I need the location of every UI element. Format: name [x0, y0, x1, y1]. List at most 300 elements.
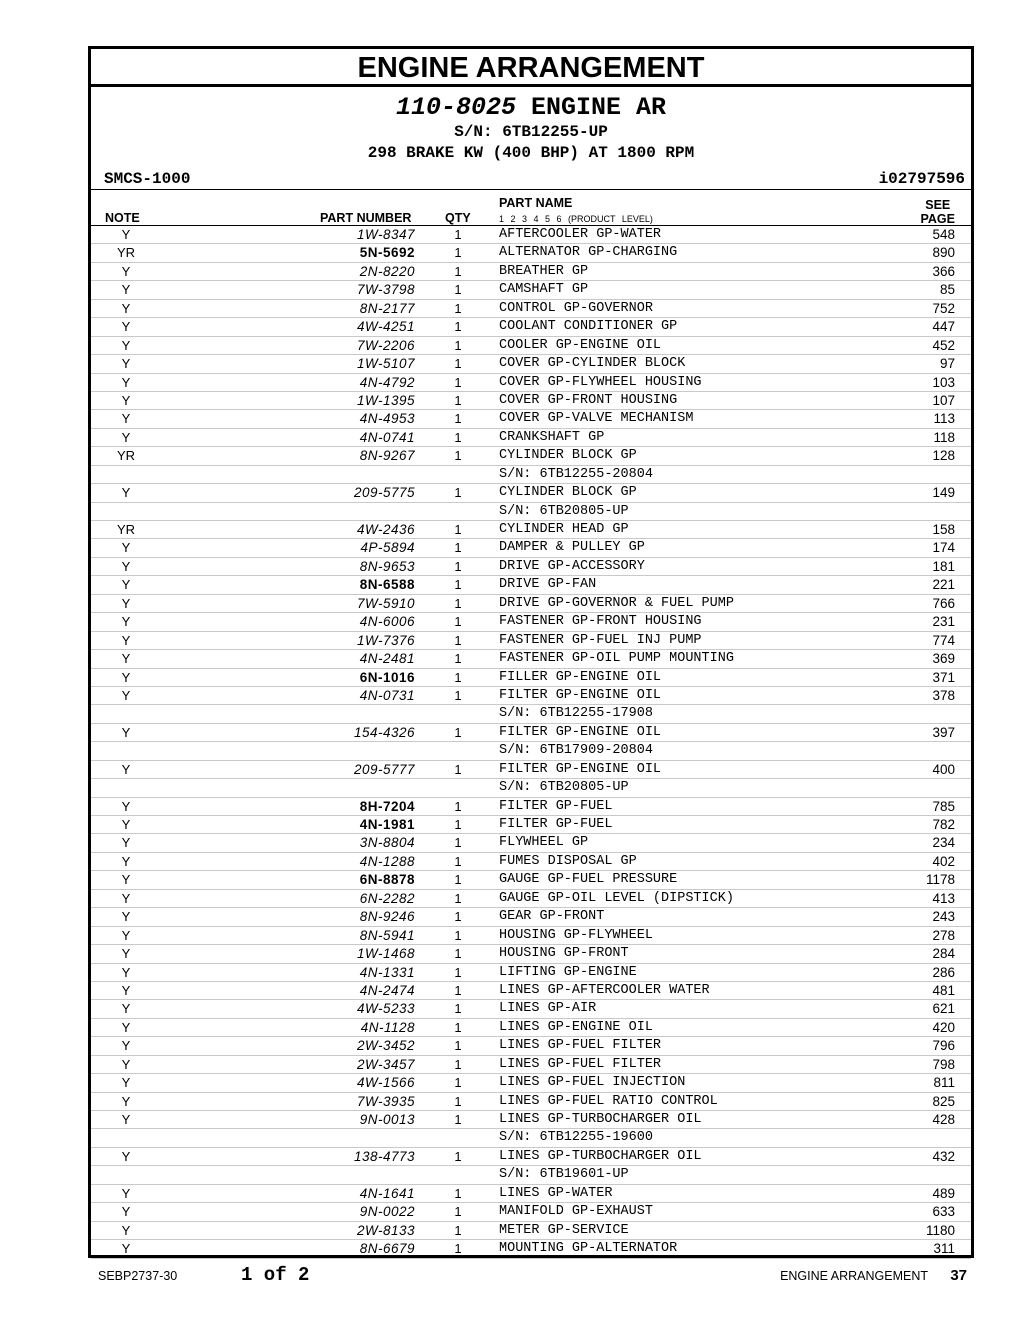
- row-part-name: HOUSING GP-FLYWHEEL: [499, 927, 653, 943]
- table-row: [91, 1093, 971, 1111]
- row-part-name: LINES GP-AIR: [499, 1001, 597, 1017]
- table-row: [91, 1166, 971, 1184]
- row-part-number: 8N-6679: [359, 1241, 415, 1257]
- row-qty: 1: [454, 429, 462, 445]
- table-row: [91, 1056, 971, 1074]
- row-qty: 1: [454, 890, 462, 906]
- table-row: [91, 355, 971, 373]
- row-part-number: 4N-1981: [359, 817, 415, 832]
- row-see-page: 766: [932, 595, 955, 611]
- row-note: Y: [121, 1038, 131, 1054]
- row-see-page: 118: [933, 429, 955, 445]
- row-qty: 1: [454, 1204, 462, 1220]
- row-see-page: 796: [932, 1038, 955, 1054]
- row-part-name: ALTERNATOR GP-CHARGING: [499, 245, 678, 261]
- table-row: [91, 539, 971, 557]
- row-see-page: 284: [932, 946, 955, 962]
- row-see-page: 234: [932, 835, 955, 851]
- row-part-name: FILTER GP-ENGINE OIL: [499, 724, 662, 740]
- row-see-page: 243: [932, 909, 955, 925]
- table-row: [91, 927, 971, 945]
- col-page-label: PAGE: [920, 212, 955, 226]
- footer-page-of: 1 of 2: [241, 1264, 310, 1286]
- row-qty: 1: [454, 669, 462, 685]
- table-row: [91, 761, 971, 779]
- row-see-page: 782: [932, 817, 955, 832]
- table-row: [91, 1074, 971, 1092]
- row-part-name: DRIVE GP-ACCESSORY: [499, 558, 645, 574]
- row-qty: 1: [454, 577, 462, 593]
- row-see-page: 149: [932, 485, 955, 501]
- row-part-name: LINES GP-AFTERCOOLER WATER: [499, 982, 710, 998]
- row-part-number: 8N-9246: [359, 909, 415, 925]
- row-see-page: 400: [932, 761, 955, 777]
- row-see-page: 752: [932, 300, 955, 316]
- row-see-page: 798: [932, 1056, 955, 1072]
- row-note: Y: [121, 356, 131, 372]
- row-note: Y: [121, 319, 131, 335]
- section-title-band: [91, 49, 971, 87]
- row-note: Y: [121, 669, 131, 685]
- row-note: Y: [121, 1241, 131, 1257]
- table-row: [91, 484, 971, 502]
- row-part-number: 4W-1566: [356, 1075, 415, 1091]
- row-part-name: S/N: 6TB12255-20804: [499, 466, 653, 482]
- row-note: YR: [116, 522, 136, 537]
- row-qty: 1: [454, 595, 462, 611]
- row-qty: 1: [454, 392, 462, 408]
- table-row: [91, 834, 971, 852]
- row-see-page: 97: [939, 356, 955, 372]
- table-row: [91, 521, 971, 539]
- table-row: [91, 724, 971, 742]
- row-qty: 1: [454, 522, 462, 537]
- serial-range: S/N: 6TB12255-UP: [454, 123, 608, 141]
- row-part-name: GAUGE GP-OIL LEVEL (DIPSTICK): [499, 890, 734, 906]
- row-part-name: FILLER GP-ENGINE OIL: [499, 669, 662, 685]
- table-row: [91, 466, 971, 484]
- row-qty: 1: [454, 1241, 462, 1257]
- row-see-page: 811: [933, 1075, 955, 1091]
- row-part-name: FLYWHEEL GP: [499, 835, 589, 851]
- row-note: Y: [121, 337, 131, 353]
- col-product-levels: 1 2 3 4 5 6 (PRODUCT LEVEL): [499, 214, 653, 224]
- col-note: NOTE: [105, 211, 140, 225]
- table-row: [91, 687, 971, 705]
- row-qty: 1: [454, 761, 462, 777]
- row-qty: 1: [454, 687, 462, 703]
- row-part-number: 4W-5233: [356, 1001, 415, 1017]
- table-row: [91, 595, 971, 613]
- row-note: Y: [121, 872, 131, 888]
- table-row: [91, 798, 971, 816]
- row-part-name: S/N: 6TB20805-UP: [499, 780, 629, 796]
- row-part-name: S/N: 6TB12255-19600: [499, 1130, 653, 1146]
- row-see-page: 420: [932, 1019, 955, 1035]
- row-part-name: S/N: 6TB20805-UP: [499, 503, 629, 519]
- row-part-name: S/N: 6TB17909-20804: [499, 743, 653, 759]
- table-row: [91, 392, 971, 410]
- row-note: Y: [121, 835, 131, 851]
- row-note: Y: [121, 577, 131, 593]
- row-see-page: 447: [932, 319, 955, 335]
- row-qty: 1: [454, 1148, 462, 1164]
- row-part-name: CONTROL GP-GOVERNOR: [499, 300, 653, 316]
- row-part-number: 2N-8220: [359, 263, 415, 279]
- row-qty: 1: [454, 1038, 462, 1054]
- table-row: [91, 503, 971, 521]
- row-note: Y: [121, 1185, 131, 1201]
- table-row: [91, 337, 971, 355]
- row-part-name: S/N: 6TB12255-17908: [499, 706, 653, 722]
- table-row: [91, 1240, 971, 1258]
- group-part-name: ENGINE AR: [531, 93, 667, 122]
- row-note: Y: [121, 761, 131, 777]
- row-see-page: 785: [932, 798, 955, 814]
- table-row: [91, 1000, 971, 1018]
- row-qty: 1: [454, 651, 462, 667]
- row-note: Y: [121, 1112, 131, 1127]
- table-header: [91, 189, 971, 226]
- row-part-number: 6N-2282: [359, 890, 415, 906]
- row-qty: 1: [454, 411, 462, 427]
- row-note: YR: [116, 245, 136, 261]
- row-part-number: 4N-4792: [359, 374, 415, 390]
- row-part-number: 8N-9267: [359, 448, 415, 464]
- table-row: [91, 650, 971, 668]
- row-qty: 1: [454, 448, 462, 464]
- row-part-name: METER GP-SERVICE: [499, 1222, 629, 1238]
- row-part-number: 4N-1288: [359, 853, 415, 869]
- row-part-name: CYLINDER HEAD GP: [499, 522, 629, 537]
- row-note: Y: [121, 853, 131, 869]
- table-row: [91, 982, 971, 1000]
- row-note: Y: [121, 558, 131, 574]
- row-see-page: 452: [932, 337, 955, 353]
- row-see-page: 633: [932, 1204, 955, 1220]
- row-note: Y: [121, 964, 131, 980]
- row-part-number: 4N-0741: [359, 429, 415, 445]
- smcs-code: SMCS-1000: [104, 170, 191, 188]
- table-row: [91, 705, 971, 723]
- row-see-page: 107: [932, 392, 955, 408]
- row-part-name: LINES GP-ENGINE OIL: [499, 1019, 653, 1035]
- table-row: [91, 1222, 971, 1240]
- row-part-number: 2W-3452: [356, 1038, 415, 1054]
- row-see-page: 432: [932, 1148, 955, 1164]
- row-part-number: 1W-5107: [356, 356, 415, 372]
- row-part-number: 7W-3935: [356, 1093, 415, 1109]
- row-note: Y: [121, 614, 131, 630]
- row-part-name: DRIVE GP-GOVERNOR & FUEL PUMP: [499, 595, 734, 611]
- row-part-number: 4N-2481: [359, 651, 415, 667]
- row-qty: 1: [454, 1093, 462, 1109]
- parts-table-body: [91, 226, 971, 1259]
- table-row: [91, 576, 971, 594]
- row-part-name: CYLINDER BLOCK GP: [499, 448, 637, 464]
- row-see-page: 890: [932, 245, 955, 261]
- row-part-number: 4W-4251: [356, 319, 415, 335]
- row-note: Y: [121, 374, 131, 390]
- row-part-name: LINES GP-FUEL INJECTION: [499, 1075, 686, 1091]
- row-qty: 1: [454, 245, 462, 261]
- row-qty: 1: [454, 1185, 462, 1201]
- row-part-number: 1W-1468: [356, 946, 415, 962]
- row-note: Y: [121, 1093, 131, 1109]
- row-see-page: 489: [932, 1185, 955, 1201]
- col-part-name: PART NAME: [499, 196, 573, 210]
- row-note: Y: [121, 263, 131, 279]
- row-part-number: 1W-8347: [356, 227, 415, 242]
- row-see-page: 85: [939, 282, 955, 298]
- footer-page-number: 37: [950, 1267, 967, 1284]
- row-qty: 1: [454, 540, 462, 556]
- row-part-number: 8H-7204: [359, 798, 415, 814]
- table-row: [91, 945, 971, 963]
- row-part-name: LINES GP-TURBOCHARGER OIL: [499, 1148, 702, 1164]
- row-qty: 1: [454, 485, 462, 501]
- group-title: [91, 93, 971, 123]
- table-row: [91, 853, 971, 871]
- row-part-number: 4N-6006: [359, 614, 415, 630]
- footer-section: ENGINE ARRANGEMENT: [780, 1269, 928, 1283]
- row-part-number: 5N-5692: [359, 245, 415, 261]
- row-part-name: CYLINDER BLOCK GP: [499, 485, 637, 501]
- row-part-number: 4P-5894: [360, 540, 415, 556]
- row-part-number: 154-4326: [353, 724, 415, 740]
- row-part-number: 7W-3798: [356, 282, 415, 298]
- row-part-name: FASTENER GP-OIL PUMP MOUNTING: [499, 651, 734, 667]
- row-part-name: COVER GP-VALVE MECHANISM: [499, 411, 694, 427]
- row-note: Y: [121, 595, 131, 611]
- table-row: [91, 890, 971, 908]
- row-part-name: LINES GP-WATER: [499, 1185, 613, 1201]
- col-see-page: [921, 198, 956, 226]
- row-qty: 1: [454, 263, 462, 279]
- col-see-label: SEE: [925, 198, 951, 212]
- row-qty: 1: [454, 1001, 462, 1017]
- row-part-name: FILTER GP-FUEL: [499, 817, 613, 832]
- row-qty: 1: [454, 909, 462, 925]
- table-row: [91, 410, 971, 428]
- row-part-number: 8N-6588: [359, 577, 415, 593]
- row-part-number: 2W-3457: [356, 1056, 415, 1072]
- row-part-name: FILTER GP-FUEL: [499, 798, 613, 814]
- row-note: Y: [121, 540, 131, 556]
- row-qty: 1: [454, 1056, 462, 1072]
- row-part-number: 8N-9653: [359, 558, 415, 574]
- row-part-name: GAUGE GP-FUEL PRESSURE: [499, 872, 678, 888]
- row-note: Y: [121, 1204, 131, 1220]
- row-part-name: COOLANT CONDITIONER GP: [499, 319, 678, 335]
- col-qty: QTY: [445, 211, 471, 225]
- row-part-number: 9N-0022: [359, 1204, 415, 1220]
- row-see-page: 402: [932, 853, 955, 869]
- row-part-name: LINES GP-FUEL FILTER: [499, 1038, 662, 1054]
- row-qty: 1: [454, 1222, 462, 1238]
- row-part-number: 209-5777: [353, 761, 415, 777]
- row-part-name: AFTERCOOLER GP-WATER: [499, 227, 662, 242]
- row-note: YR: [116, 448, 136, 464]
- row-part-name: FASTENER GP-FRONT HOUSING: [499, 614, 702, 630]
- row-part-number: 4N-0731: [359, 687, 415, 703]
- row-note: Y: [121, 890, 131, 906]
- table-row: [91, 669, 971, 687]
- row-see-page: 1180: [925, 1222, 955, 1238]
- row-qty: 1: [454, 319, 462, 335]
- table-row: [91, 1111, 971, 1129]
- row-part-name: HOUSING GP-FRONT: [499, 946, 629, 962]
- row-see-page: 378: [932, 687, 955, 703]
- table-row: [91, 1129, 971, 1147]
- row-see-page: 413: [932, 890, 955, 906]
- table-row: [91, 1037, 971, 1055]
- table-row: [91, 244, 971, 262]
- row-see-page: 113: [933, 411, 955, 427]
- row-note: Y: [121, 485, 131, 501]
- row-part-name: CRANKSHAFT GP: [499, 429, 605, 445]
- row-part-name: BREATHER GP: [499, 263, 589, 279]
- row-note: Y: [121, 300, 131, 316]
- row-part-name: LIFTING GP-ENGINE: [499, 964, 637, 980]
- table-row: [91, 964, 971, 982]
- row-part-number: 4N-1331: [359, 964, 415, 980]
- row-qty: 1: [454, 835, 462, 851]
- row-qty: 1: [454, 927, 462, 943]
- row-note: Y: [121, 1222, 131, 1238]
- row-note: Y: [121, 724, 131, 740]
- row-part-name: FILTER GP-ENGINE OIL: [499, 761, 662, 777]
- row-see-page: 774: [932, 632, 955, 648]
- table-row: [91, 632, 971, 650]
- row-part-name: DAMPER & PULLEY GP: [499, 540, 645, 556]
- row-see-page: 221: [932, 577, 955, 593]
- row-see-page: 1178: [925, 872, 955, 888]
- row-part-name: FILTER GP-ENGINE OIL: [499, 687, 662, 703]
- row-note: Y: [121, 227, 131, 242]
- row-note: Y: [121, 817, 131, 832]
- footer-doc-code: SEBP2737-30: [98, 1269, 178, 1283]
- row-part-name: LINES GP-FUEL RATIO CONTROL: [499, 1093, 718, 1109]
- row-qty: 1: [454, 374, 462, 390]
- row-part-number: 7W-5910: [356, 595, 415, 611]
- row-part-number: 1W-7376: [356, 632, 415, 648]
- row-see-page: 311: [933, 1241, 955, 1257]
- row-part-number: 9N-0013: [359, 1112, 415, 1127]
- document-frame: [88, 46, 974, 1258]
- row-part-name: MOUNTING GP-ALTERNATOR: [499, 1241, 678, 1257]
- row-qty: 1: [454, 946, 462, 962]
- table-row: [91, 779, 971, 797]
- row-part-number: 6N-8878: [359, 872, 415, 888]
- row-qty: 1: [454, 1075, 462, 1091]
- row-note: Y: [121, 909, 131, 925]
- row-see-page: 231: [932, 614, 955, 630]
- row-part-name: LINES GP-FUEL FILTER: [499, 1056, 662, 1072]
- row-qty: 1: [454, 614, 462, 630]
- engine-rating: 298 BRAKE KW (400 BHP) AT 1800 RPM: [367, 144, 695, 162]
- row-note: Y: [121, 1019, 131, 1035]
- row-part-name: GEAR GP-FRONT: [499, 909, 605, 925]
- table-row: [91, 1185, 971, 1203]
- row-qty: 1: [454, 872, 462, 888]
- row-note: Y: [121, 392, 131, 408]
- row-see-page: 158: [932, 522, 955, 537]
- row-note: Y: [121, 411, 131, 427]
- document-id: i02797596: [878, 170, 965, 188]
- row-see-page: 397: [932, 724, 955, 740]
- row-qty: 1: [454, 227, 462, 242]
- row-part-number: 1W-1395: [356, 392, 415, 408]
- table-row: [91, 742, 971, 760]
- table-row: [91, 1148, 971, 1166]
- row-qty: 1: [454, 982, 462, 998]
- row-part-name: CAMSHAFT GP: [499, 282, 589, 298]
- table-row: [91, 300, 971, 318]
- row-part-number: 8N-2177: [359, 300, 415, 316]
- row-qty: 1: [454, 724, 462, 740]
- row-part-name: COVER GP-CYLINDER BLOCK: [499, 356, 686, 372]
- row-see-page: 181: [932, 558, 955, 574]
- row-part-number: 7W-2206: [356, 337, 415, 353]
- row-note: Y: [121, 1056, 131, 1072]
- row-qty: 1: [454, 356, 462, 372]
- table-row: [91, 1203, 971, 1221]
- row-see-page: 128: [932, 448, 955, 464]
- row-see-page: 366: [932, 263, 955, 279]
- group-part-number: 110-8025: [395, 93, 516, 122]
- table-row: [91, 447, 971, 465]
- row-part-number: 138-4773: [353, 1148, 415, 1164]
- row-part-number: 4N-1641: [359, 1185, 415, 1201]
- row-see-page: 286: [932, 964, 955, 980]
- row-part-name: DRIVE GP-FAN: [499, 577, 597, 593]
- row-see-page: 103: [932, 374, 955, 390]
- row-part-number: 4N-2474: [359, 982, 415, 998]
- row-see-page: 481: [932, 982, 955, 998]
- row-qty: 1: [454, 1019, 462, 1035]
- row-part-number: 4N-1128: [360, 1019, 415, 1035]
- table-row: [91, 1019, 971, 1037]
- row-part-number: 209-5775: [353, 485, 415, 501]
- row-note: Y: [121, 1001, 131, 1017]
- row-part-name: S/N: 6TB19601-UP: [499, 1167, 629, 1183]
- row-qty: 1: [454, 798, 462, 814]
- row-part-name: FASTENER GP-FUEL INJ PUMP: [499, 632, 702, 648]
- row-qty: 1: [454, 300, 462, 316]
- row-part-name: COVER GP-FRONT HOUSING: [499, 392, 678, 408]
- row-part-number: 6N-1016: [359, 669, 415, 685]
- row-note: Y: [121, 982, 131, 998]
- row-qty: 1: [454, 853, 462, 869]
- row-part-name: MANIFOLD GP-EXHAUST: [499, 1204, 653, 1220]
- row-note: Y: [121, 798, 131, 814]
- row-qty: 1: [454, 632, 462, 648]
- table-row: [91, 871, 971, 889]
- table-row: [91, 226, 971, 244]
- row-qty: 1: [454, 337, 462, 353]
- row-part-name: COOLER GP-ENGINE OIL: [499, 337, 662, 353]
- row-see-page: 278: [932, 927, 955, 943]
- row-part-name: FUMES DISPOSAL GP: [499, 853, 637, 869]
- row-note: Y: [121, 946, 131, 962]
- row-part-number: 8N-5941: [359, 927, 415, 943]
- row-qty: 1: [454, 964, 462, 980]
- row-qty: 1: [454, 817, 462, 832]
- table-row: [91, 281, 971, 299]
- table-row: [91, 558, 971, 576]
- table-row: [91, 263, 971, 281]
